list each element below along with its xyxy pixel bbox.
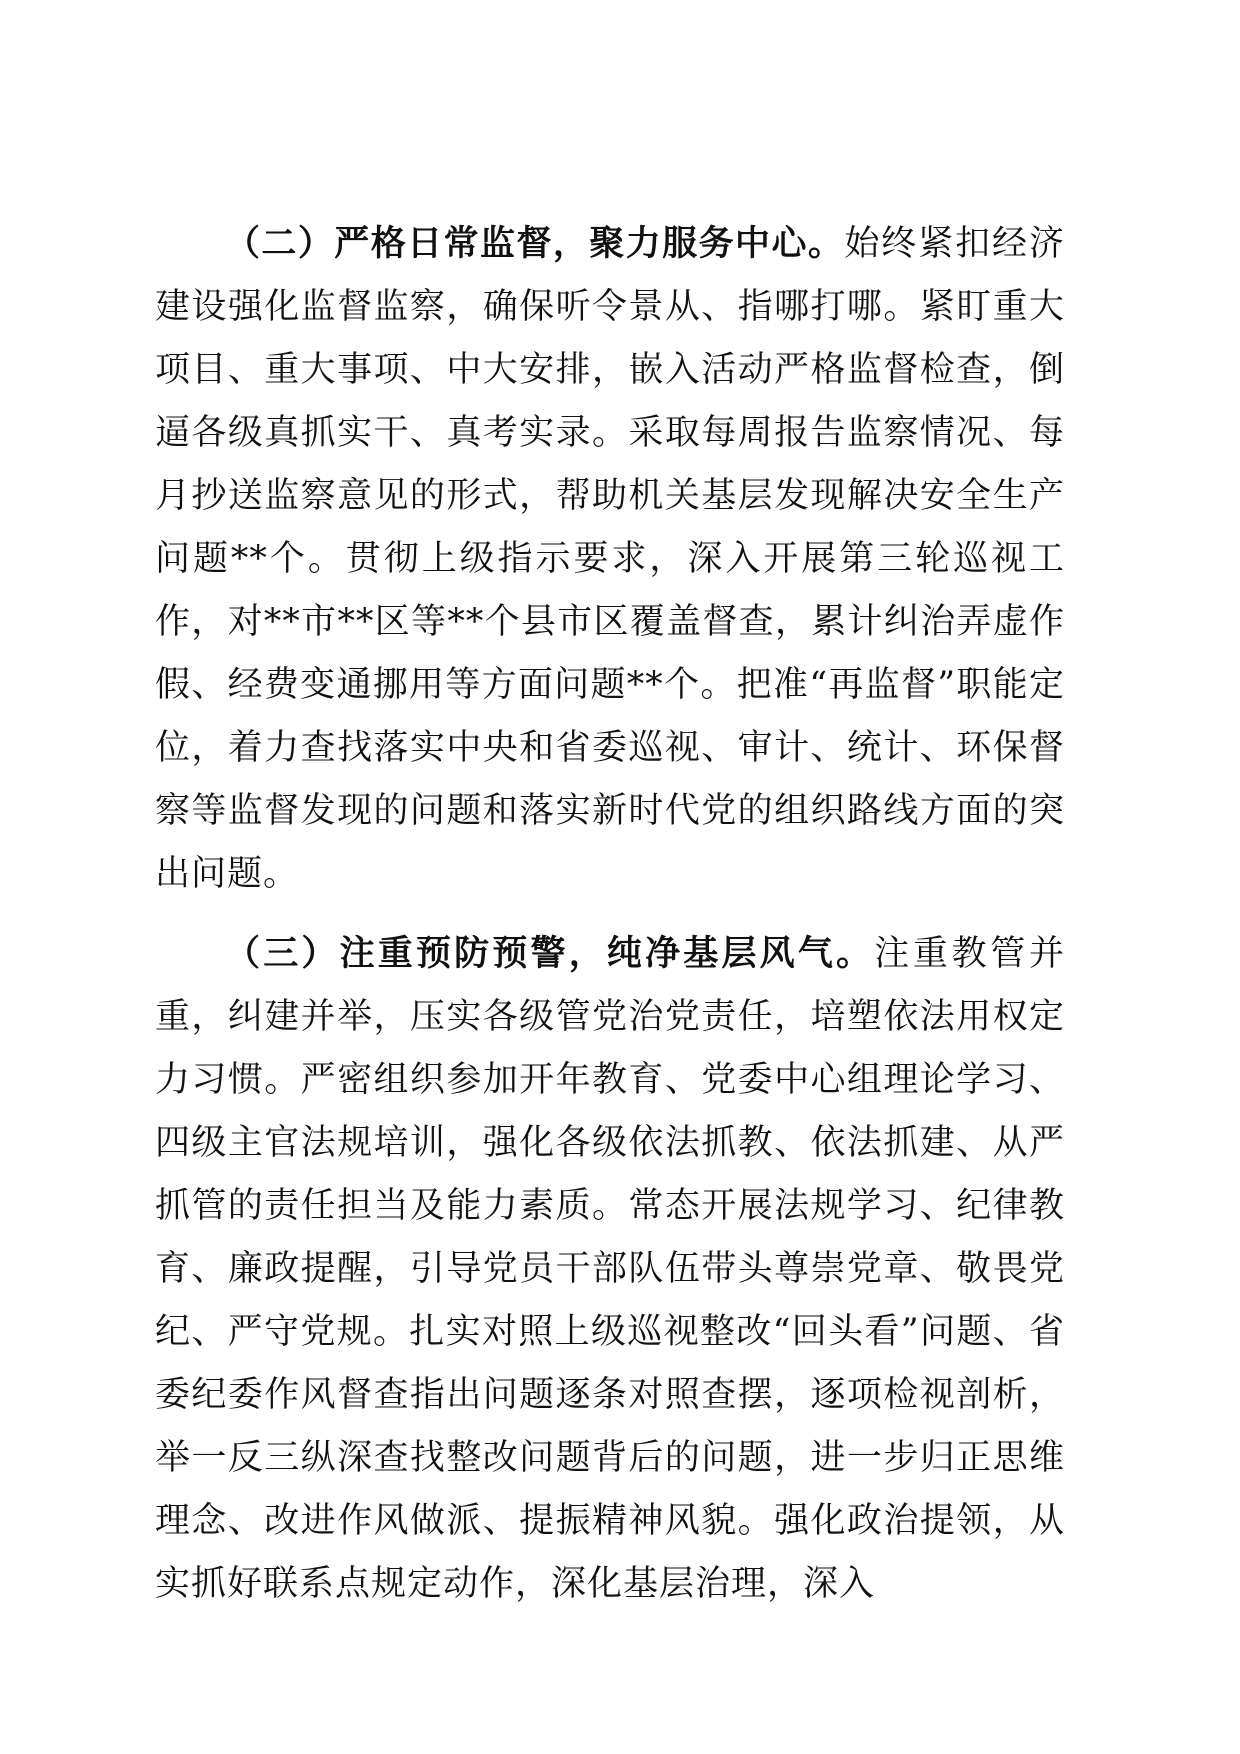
section-paragraph-3 xyxy=(155,923,1065,1616)
section-body-3: 注重教管并重，纠建并举，压实各级管党治党责任，培塑依法用权定力习惯。严密组织参加开年教育、党委中心组理论学习、四级主官法规培训，强化各级依法抓教、依法抓建、从严抓管的责任担当及能力素质。常态开展法规学习、纪律教育、廉政提醒，引导党员干部队伍带头尊崇党章、敬畏党纪、严守党规。扎实对照上级巡视整改“回头看”问题、省委纪委作风督查指出问题逐条对照查摆，逐项检视剖析，举一反三纵深查找整改问题背后的问题，进一步归正思维理念、改进作风做派、提振精神风貌。强化政治提领，从实抓好联系点规定动作，深化基层治理，深入 xyxy=(155,934,1065,1604)
document-body xyxy=(155,213,1065,1616)
section-paragraph-2 xyxy=(155,213,1065,906)
section-body-2: 始终紧扣经济建设强化监督监察，确保听令景从、指哪打哪。紧盯重大项目、重大事项、中大安排，嵌入活动严格监督检查，倒逼各级真抓实干、真考实录。采取每周报告监察情况、每月抄送监察意见的形式，帮助机关基层发现解决安全生产问题**个。贯彻上级指示要求，深入开展第三轮巡视工作，对**市**区等**个县市区覆盖督查，累计纠治弄虚作假、经费变通挪用等方面问题**个。把准“再监督”职能定位，着力查找落实中央和省委巡视、审计、统计、环保督察等监督发现的问题和落实新时代党的组织路线方面的突出问题。 xyxy=(155,224,1065,894)
section-heading-3: （三）注重预防预警，纯净基层风气。 xyxy=(225,934,875,974)
section-heading-2: （二）严格日常监督，聚力服务中心。 xyxy=(225,224,845,264)
